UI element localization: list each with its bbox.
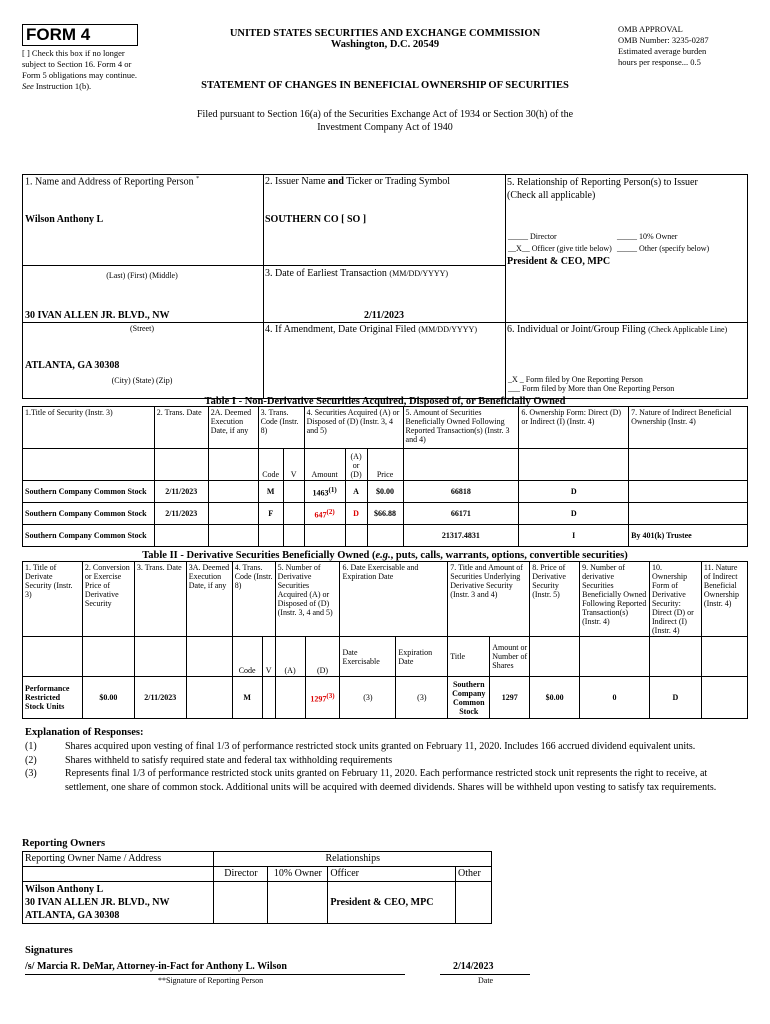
ten-pct-option: _____ 10% Owner xyxy=(617,232,678,241)
ro-owner: Wilson Anthony L 30 IVAN ALLEN JR. BLVD., NW ATLANTA, GA 30308 xyxy=(23,882,214,924)
t1-cell-aord-value: D xyxy=(353,509,359,518)
t1-cell-date xyxy=(154,481,208,503)
t1-h-deemed: 2A. Deemed Execution Date, if any xyxy=(208,407,258,449)
t1-cell-code-value: M xyxy=(266,487,275,496)
reporting-person-city: ATLANTA, GA 30308 xyxy=(25,360,120,371)
t2-cell-owned: 0 xyxy=(580,677,650,719)
t2-cell-price: $0.00 xyxy=(530,677,580,719)
t2-h-nature: 11. Nature of Indirect Beneficial Ownership (Instr. 4) xyxy=(701,562,747,637)
t1-cell-price xyxy=(367,525,403,547)
filing-option-one: _X _ Form filed by One Reporting Person xyxy=(508,375,643,384)
t1-cell-price xyxy=(367,503,403,525)
box2-label: 2. Issuer Name and Ticker or Trading Symbol xyxy=(265,176,451,187)
filed-pursuant: Filed pursuant to Section 16(a) of the Securities Exchange Act of 1934 or Section 30(h) of the Investment Company Act of 1940 xyxy=(196,109,574,133)
explanation-text: Shares acquired upon vesting of final 1/3 of performance restricted stock units granted on February 11, 2020. Includes 166 accrued dividend equivalent units. xyxy=(65,741,696,752)
street-caption: (Street) xyxy=(130,324,154,333)
explanation-number: (3) xyxy=(25,768,37,779)
t1-cell-v xyxy=(283,525,304,547)
t1-cell-owned-value: 21317.4831 xyxy=(441,531,480,540)
t1-cell-owned xyxy=(403,525,519,547)
t2-h-und-amount: Amount or Number of Shares xyxy=(490,637,530,677)
t2-h-conv: 2. Conversion or Exercise Price of Derivative Security xyxy=(82,562,134,637)
statement-title: STATEMENT OF CHANGES IN BENEFICIAL OWNERSHIP OF SECURITIES xyxy=(201,80,569,91)
t1-cell-date-value: 2/11/2023 xyxy=(165,509,198,518)
t1-cell-amount xyxy=(304,525,345,547)
director-option: _____ Director xyxy=(508,232,557,241)
t1-cell-nature-value: By 401(k) Trustee xyxy=(631,531,692,540)
t1-h-aord: (A) or (D) xyxy=(345,449,367,481)
t2-h-exercisable: 6. Date Exercisable and Expiration Date xyxy=(340,562,448,637)
checkbox-note: [ ] Check this box if no longer subject to Section 16. Form 4 or Form 5 obligations may continue. See Instruction 1(b). xyxy=(22,48,137,91)
t1-cell-title xyxy=(23,525,155,547)
t1-cell-deemed xyxy=(208,525,258,547)
t1-cell-nature xyxy=(629,481,748,503)
explanation-item xyxy=(25,754,745,768)
t1-cell-form xyxy=(519,503,629,525)
t2-h-title: 1. Title of Derivate Security (Instr. 3) xyxy=(23,562,83,637)
t2-h-owned: 9. Number of derivative Securities Beneficially Owned Following Reported Transaction(s) (Instr. 4) xyxy=(580,562,650,637)
explanations-list xyxy=(25,740,745,794)
t2-h-date-ex: Date Exercisable xyxy=(340,637,396,677)
t2-cell-a xyxy=(275,677,305,719)
t1-cell-date-value: 2/11/2023 xyxy=(165,487,198,496)
t1-cell-title xyxy=(23,481,155,503)
t1-cell-form-value: D xyxy=(570,487,577,496)
ro-col-director: Director xyxy=(214,867,268,882)
t1-cell-form-value: D xyxy=(570,509,577,518)
city-caption: (City) (State) (Zip) xyxy=(111,376,173,385)
t1-h-securities: 4. Securities Acquired (A) or Disposed of (D) (Instr. 3, 4 and 5) xyxy=(304,407,403,449)
reporting-owners-heading: Reporting Owners xyxy=(22,838,106,849)
t1-cell-deemed xyxy=(208,503,258,525)
t1-h-date: 2. Trans. Date xyxy=(154,407,208,449)
signer: /s/ Marcia R. DeMar, Attorney-in-Fact for Anthony L. Wilson xyxy=(25,961,287,972)
ro-col-name: Reporting Owner Name / Address xyxy=(23,852,214,867)
t2-cell-title: Performance Restricted Stock Units xyxy=(23,677,83,719)
t2-cell-date-ex: (3) xyxy=(340,677,396,719)
ro-col-officer: Officer xyxy=(328,867,456,882)
t1-cell-date xyxy=(154,503,208,525)
reporting-person-street: 30 IVAN ALLEN JR. BLVD., NW xyxy=(25,310,170,321)
explanation-number: (2) xyxy=(25,754,37,766)
explanations-heading: Explanation of Responses: xyxy=(25,727,144,738)
signer-caption: **Signature of Reporting Person xyxy=(158,976,264,985)
officer-title: President & CEO, MPC xyxy=(507,256,611,267)
amount-footnote: (1) xyxy=(328,485,337,494)
t1-cell-date xyxy=(154,525,208,547)
t1-cell-aord-value: A xyxy=(353,487,359,496)
t1-h-title: 1.Title of Security (Instr. 3) xyxy=(23,407,155,449)
t1-cell-title-value: Southern Company Common Stock xyxy=(25,509,147,518)
t1-cell-aord xyxy=(345,503,367,525)
t1-cell-nature xyxy=(629,503,748,525)
table2-row xyxy=(23,677,748,719)
t1-cell-title-value: Southern Company Common Stock xyxy=(25,487,147,496)
reporting-person-name: Wilson Anthony L xyxy=(25,214,104,225)
t2-cell-form: D xyxy=(649,677,701,719)
signature-date: 2/14/2023 xyxy=(453,961,494,972)
t2-cell-und-amount: 1297 xyxy=(490,677,530,719)
explanation-text: Shares withheld to satisfy required state and federal tax withholding requirements xyxy=(65,754,393,766)
t1-cell-aord xyxy=(345,481,367,503)
t2-cell-deemed xyxy=(186,677,232,719)
date-caption: Date xyxy=(478,976,494,985)
t1-h-ownership: 6. Ownership Form: Direct (D) or Indirect (I) (Instr. 4) xyxy=(519,407,629,449)
box3-label: 3. Date of Earliest Transaction (MM/DD/YYYY) xyxy=(265,268,449,279)
t1-h-code: 3. Trans. Code (Instr. 8) xyxy=(258,407,304,449)
t1-cell-owned xyxy=(403,503,519,525)
omb-approval: OMB APPROVAL OMB Number: 3235-0287 Estimated average burden hours per response... 0.5 xyxy=(618,24,709,67)
ro-col-ten: 10% Owner xyxy=(268,867,328,882)
t1-cell-title xyxy=(23,503,155,525)
agency-title: UNITED STATES SECURITIES AND EXCHANGE COMMISSION Washington, D.C. 20549 xyxy=(229,28,541,50)
reporting-owners-table xyxy=(22,851,492,924)
t2-h-form: 10. Ownership Form of Derivative Security: Direct (D) or Indirect (I) (Instr. 4) xyxy=(649,562,701,637)
t1-cell-amount-value: 1463 xyxy=(312,488,329,498)
signatures-heading: Signatures xyxy=(25,945,73,956)
t1-cell-price-value: $66.88 xyxy=(374,509,397,518)
table2 xyxy=(22,561,748,719)
issuer-name: SOUTHERN CO [ SO ] xyxy=(265,214,367,225)
t2-cell-date: 2/11/2023 xyxy=(134,677,186,719)
box1-label: 1. Name and Address of Reporting Person * xyxy=(25,176,200,188)
t2-h-date: 3. Trans. Date xyxy=(134,562,186,637)
t1-h-code-sub: Code xyxy=(258,449,283,481)
explanation-item xyxy=(25,740,745,754)
t2-cell-nature xyxy=(701,677,747,719)
ro-officer-value: President & CEO, MPC xyxy=(328,882,456,924)
t2-cell-v xyxy=(262,677,275,719)
t1-cell-code-value: F xyxy=(268,509,274,518)
t2-h-a: (A) xyxy=(275,637,305,677)
t1-cell-amount-value: 647 xyxy=(314,510,327,520)
t1-cell-nature xyxy=(629,525,748,547)
box6-label: 6. Individual or Joint/Group Filing (Check Applicable Line) xyxy=(507,324,728,335)
table1-row xyxy=(23,481,748,503)
t1-h-amount: 5. Amount of Securities Beneficially Owned Following Reported Transaction(s) (Instr. 3 and 4) xyxy=(403,407,519,449)
ro-col-other: Other xyxy=(456,867,492,882)
t2-h-code: 4. Trans. Code (Instr. 8) xyxy=(232,562,275,637)
officer-option: __X__ Officer (give title below) xyxy=(508,244,612,253)
t2-h-exp: Expiration Date xyxy=(396,637,448,677)
t1-cell-title-value: Southern Company Common Stock xyxy=(25,531,147,540)
t1-cell-form-value: I xyxy=(572,531,576,540)
t2-h-v: V xyxy=(262,637,275,677)
t1-cell-owned-value: 66171 xyxy=(450,509,471,518)
t2-cell-code: M xyxy=(232,677,262,719)
t1-cell-price-value: $0.00 xyxy=(376,487,395,496)
form-title-box xyxy=(22,24,138,46)
t2-h-deemed: 3A. Deemed Execution Date, if any xyxy=(186,562,232,637)
box5-label: 5. Relationship of Reporting Person(s) to Issuer (Check all applicable) xyxy=(507,177,698,201)
t1-cell-amount xyxy=(304,481,345,503)
t1-h-amount-sub: Amount xyxy=(304,449,345,481)
table1 xyxy=(22,406,748,547)
name-caption: (Last) (First) (Middle) xyxy=(106,271,178,280)
amount-footnote: (2) xyxy=(326,507,335,516)
t2-cell-exp: (3) xyxy=(396,677,448,719)
t1-cell-form xyxy=(519,481,629,503)
other-option: _____ Other (specify below) xyxy=(617,244,710,253)
t1-h-nature: 7. Nature of Indirect Beneficial Ownership (Instr. 4) xyxy=(629,407,748,449)
t1-cell-owned xyxy=(403,481,519,503)
t1-cell-amount xyxy=(304,503,345,525)
t2-h-code-sub: Code xyxy=(232,637,262,677)
table1-row xyxy=(23,525,748,547)
t1-cell-code xyxy=(258,481,283,503)
explanation-text: Represents final 1/3 of performance restricted stock units granted on February 11, 2020. Each performance restricted stock unit represents the right to receive, at settlement, one share of common stock. Additional units will be acquired with deemed dividends. Shares will be withheld upon vesting to satisfy tax requirements. xyxy=(65,768,717,793)
t2-cell-d: 1297$^{(3)}$ xyxy=(305,677,340,719)
filing-option-group: ___ Form filed by More than One Reporting Person xyxy=(508,384,675,393)
t1-cell-form xyxy=(519,525,629,547)
table1-row xyxy=(23,503,748,525)
t1-cell-owned-value: 66818 xyxy=(450,487,471,496)
t1-cell-price xyxy=(367,481,403,503)
ro-col-rel: Relationships xyxy=(214,852,492,867)
t1-cell-aord xyxy=(345,525,367,547)
t2-h-und-title: Title xyxy=(448,637,490,677)
t2-h-underlying: 7. Title and Amount of Securities Underlying Derivative Security (Instr. 3 and 4) xyxy=(448,562,530,637)
box4-label: 4. If Amendment, Date Original Filed (MM/DD/YYYY) xyxy=(265,324,477,335)
t1-h-v: V xyxy=(283,449,304,481)
t1-cell-v xyxy=(283,503,304,525)
earliest-transaction-date: 2/11/2023 xyxy=(363,310,404,321)
t2-cell-und-title: Southern Company Common Stock xyxy=(448,677,490,719)
explanation-item xyxy=(25,767,745,794)
t2-h-d: (D) xyxy=(305,637,340,677)
table1-title: Table I - Non-Derivative Securities Acquired, Disposed of, or Beneficially Owned xyxy=(204,396,566,407)
explanation-number: (1) xyxy=(25,741,37,752)
form-title: FORM 4 xyxy=(26,25,91,44)
t1-cell-code xyxy=(258,525,283,547)
t2-cell-conv: $0.00 xyxy=(82,677,134,719)
table2-title: Table II - Derivative Securities Beneficially Owned (e.g., puts, calls, warrants, options, convertible securities) xyxy=(142,550,628,561)
t2-h-price: 8. Price of Derivative Security (Instr. 5) xyxy=(530,562,580,637)
t1-cell-v xyxy=(283,481,304,503)
t1-h-price: Price xyxy=(367,449,403,481)
t2-h-number: 5. Number of Derivative Securities Acquired (A) or Disposed of (D) (Instr. 3, 4 and 5) xyxy=(275,562,340,637)
t1-cell-deemed xyxy=(208,481,258,503)
t1-cell-code xyxy=(258,503,283,525)
